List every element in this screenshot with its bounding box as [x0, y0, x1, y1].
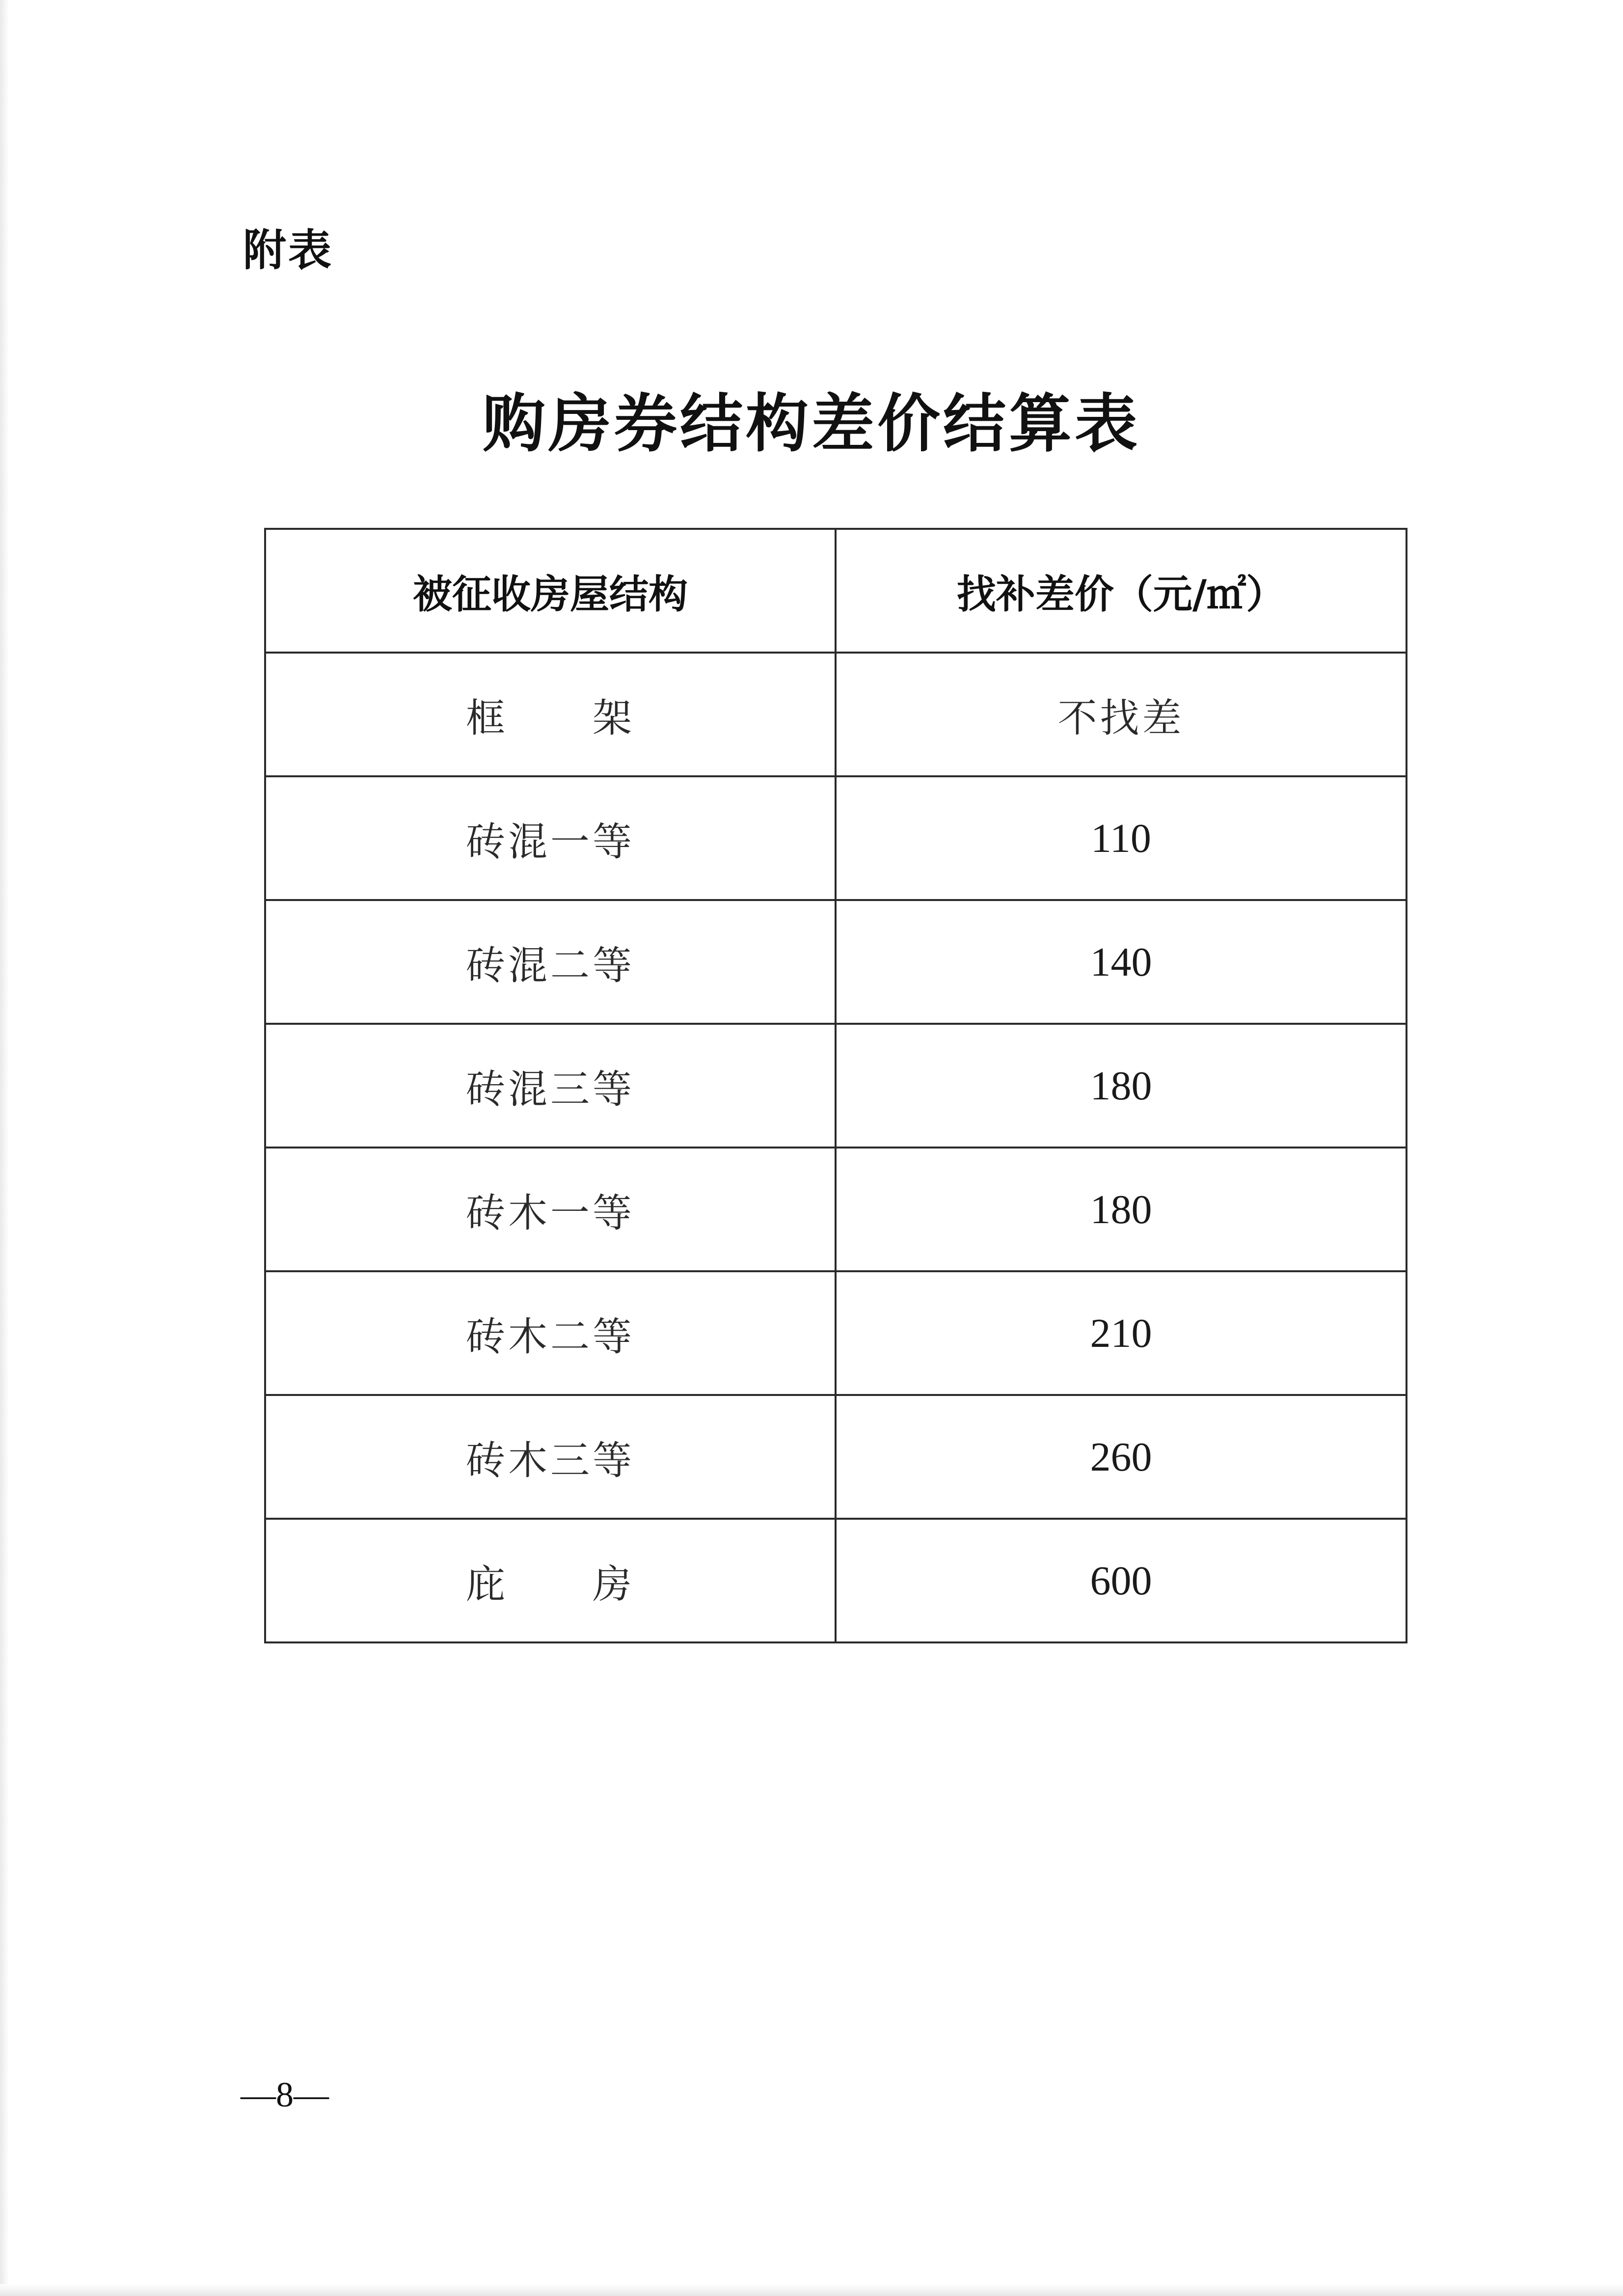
price-cell: 不找差: [836, 653, 1407, 776]
price-cell: 600: [836, 1519, 1407, 1642]
structure-cell: 砖木三等: [265, 1395, 836, 1519]
structure-cell: 框 架: [265, 653, 836, 776]
price-cell: 140: [836, 900, 1407, 1024]
structure-cell: 砖混二等: [265, 900, 836, 1024]
price-cell: 260: [836, 1395, 1407, 1519]
document-title: 购房券结构差价结算表: [482, 387, 1140, 461]
settlement-table: [264, 528, 1407, 1643]
price-cell: 180: [836, 1148, 1407, 1271]
header-price-difference: 找补差价（元/㎡）: [836, 529, 1407, 653]
appendix-label: 附表: [243, 225, 334, 275]
scan-left-edge: [0, 0, 9, 2296]
table-row: [265, 900, 1407, 1024]
table-row: [265, 776, 1407, 900]
table-row: [265, 1519, 1407, 1642]
table-row: [265, 1395, 1407, 1519]
table-row: [265, 1271, 1407, 1395]
structure-cell: 砖木一等: [265, 1148, 836, 1271]
structure-cell: 砖木二等: [265, 1271, 836, 1395]
table-row: [265, 1148, 1407, 1271]
price-cell: 180: [836, 1024, 1407, 1148]
scan-bottom-edge: [0, 2284, 1623, 2296]
table-row: [265, 1024, 1407, 1148]
price-cell: 110: [836, 776, 1407, 900]
structure-cell: 砖混一等: [265, 776, 836, 900]
page-number: —8—: [241, 2075, 329, 2114]
header-structure: 被征收房屋结构: [265, 529, 836, 653]
structure-cell: 庇 房: [265, 1519, 836, 1642]
price-cell: 210: [836, 1271, 1407, 1395]
table-row: [265, 653, 1407, 776]
table-header-row: [265, 529, 1407, 653]
structure-cell: 砖混三等: [265, 1024, 836, 1148]
